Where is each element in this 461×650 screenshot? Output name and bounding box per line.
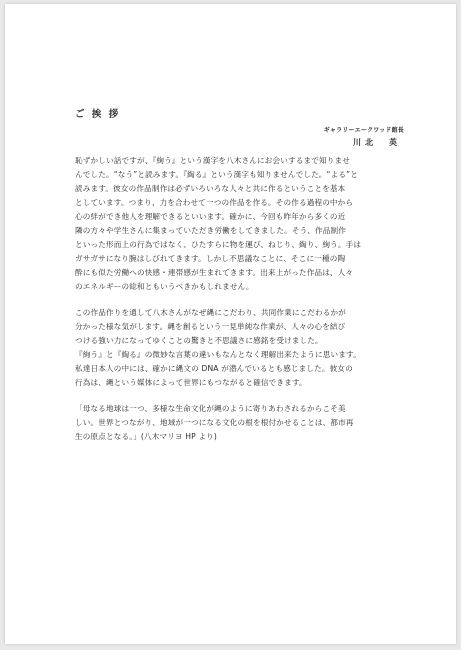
text-line: 隣の方々や学生さんに集まっていただき労働をしてきました。そう、作品制作: [75, 226, 347, 235]
text-line: 分かった様な気がします。縄を創るという一見単純な作業が、人々の心を結び: [75, 322, 346, 331]
text-line: 生の原点となる。」(八木マリヨ HP より): [75, 432, 218, 441]
text-line: つける強い力になってゆくことの驚きと不思議さに感銘を受けました。: [75, 336, 323, 345]
page-title: ご 挨 拶: [75, 109, 121, 120]
text-line: 酔にも似た労働への快感・連帯感が生まれてきます。出来上がった作品は、人々: [75, 268, 354, 277]
author-organization: ギャラリーエークワッド館長: [323, 127, 404, 134]
text-line: 行為は、縄という媒体によって世界にもつながると確信できます。: [75, 378, 307, 387]
document-page: [5, 4, 456, 644]
text-line: 「母なる地球は一つ、多様な生命文化が縄のように寄りあわされるからこそ美: [75, 404, 346, 413]
text-line: 読みます。彼女の作品制作は必ずいろいろな人々と共に作るということを基本: [75, 184, 346, 193]
text-line: 恥ずかしい話ですが、『絢う』という漢字を八木さんにお会いするまで知りませ: [75, 156, 350, 165]
text-line: この作品作りを通して八木さんがなぜ縄にこだわり、共同作業にこだわるかが: [75, 308, 347, 317]
text-line: としています。つまり、力を合わせて一つの作品を作る。その作る過程の中から: [75, 198, 354, 207]
author-name: 川北 英: [353, 138, 401, 147]
paragraph-3-quote: [75, 402, 405, 444]
text-line: といった形而上の行為ではなく、ひたすらに物を運び、ねじり、綯り、絢う。手は: [75, 240, 362, 249]
text-line: のエネルギーの総和ともいうべきかもしれません。: [75, 282, 254, 291]
paragraph-1: [75, 154, 405, 294]
text-line: 心の絆ができ他人を理解できるといいます。確かに、今回も昨年から多くの近: [75, 212, 346, 221]
text-line: 『絢う』と『綯る』の微妙な言葉の違いもなんとなく理解出来たように思います。: [75, 350, 361, 359]
text-line: 私達日本人の中には、確かに縄文の DNA が潜んでいるとも感じました。彼女の: [75, 364, 353, 373]
text-line: ガサガサになり腕はしびれてきます。しかし不思議なことに、そこに一種の陶: [75, 254, 346, 263]
text-line: んでした。“なう”と読みます。『綯る』という漢字も知りませんでした。“よる”と: [75, 170, 358, 179]
body-text: [75, 154, 405, 456]
paragraph-2: [75, 306, 405, 390]
text-line: しい。世界とつながり、地域が一つになる文化の根を根付かせることは、都市再: [75, 418, 354, 427]
